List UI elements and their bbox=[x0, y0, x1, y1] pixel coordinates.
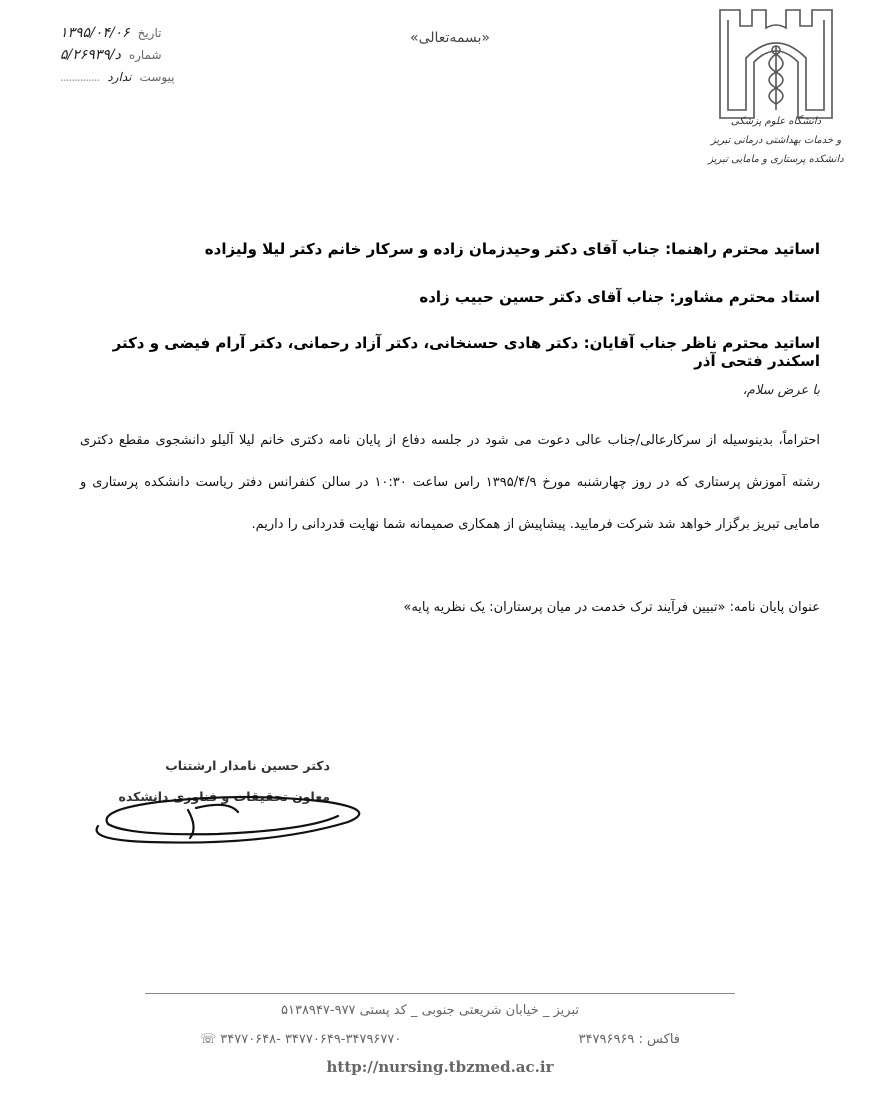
logo-caption bbox=[708, 112, 844, 169]
number-value: ۵/د/۲۶۹۳۹ bbox=[60, 47, 121, 63]
thesis-title: عنوان پایان نامه: «تبیین فرآیند ترک خدمت در میان پرستاران: یک نظریه پایه» bbox=[403, 600, 820, 615]
attachment-value: ندارد bbox=[107, 70, 132, 84]
greeting: با عرض سلام، bbox=[742, 383, 820, 398]
footer-fax: فاکس : ۳۴۷۹۶۹۶۹ bbox=[578, 1032, 680, 1047]
attachment-label: پیوست bbox=[139, 70, 175, 84]
basmala: «بسمه‌تعالی» bbox=[410, 30, 490, 46]
letter-meta bbox=[60, 22, 240, 88]
recipients-advisors: اساتید محترم راهنما: جناب آقای دکتر وحیدزمان زاده و سرکار خانم دکتر لیلا ولیزاده bbox=[204, 240, 820, 258]
signature-scribble-icon bbox=[78, 788, 378, 848]
phone-numbers: ۳۴۷۷۰۶۴۸- ۳۴۷۷۰۶۴۹-۳۴۷۹۶۷۷۰ bbox=[220, 1032, 402, 1047]
date-label: تاریخ bbox=[137, 26, 162, 40]
number-row bbox=[60, 44, 240, 66]
number-label: شماره bbox=[128, 48, 162, 62]
footer-url[interactable]: http://nursing.tbzmed.ac.ir bbox=[326, 1058, 554, 1076]
attachment-row bbox=[60, 66, 240, 88]
date-value: ۱۳۹۵/۰۴/۰۶ bbox=[60, 25, 130, 41]
phone-icon: ☏ bbox=[200, 1032, 217, 1047]
footer-address: تبریز _ خیابان شریعتی جنوبی _ کد پستی ۹۷۷-۵۱۳۸۹۴۷ bbox=[281, 1003, 579, 1018]
footer-divider bbox=[145, 993, 735, 994]
footer-phones bbox=[200, 1032, 500, 1047]
invitation-paragraph: احتراماً، بدینوسیله از سرکارعالی/جناب عالی دعوت می شود در جلسه دفاع از پایان نامه دکتری خانم لیلا آلیلو دانشجوی مقطع دکتری رشته آموزش پرستاری که در روز چهارشنبه مورخ ۱۳۹۵/۴/۹ راس ساعت ۱۰:۳۰ در سالن کنفرانس دفتر ریاست دانشکده پرستاری و مامایی تبریز برگزار خواهد شد شرکت فرمایید. پیشاپیش از همکاری صمیمانه شما نهایت قدردانی را داریم. bbox=[80, 433, 821, 532]
logo-caption-line1: دانشگاه علوم پزشکی bbox=[730, 116, 822, 127]
logo-caption-line2: و خدمات بهداشتی درمانی تبریز bbox=[710, 135, 842, 146]
logo-caption-line3: دانشکده پرستاری و مامایی تبریز bbox=[708, 154, 844, 165]
signatory-title: معاون تحقیقات و فناوری دانشکده bbox=[118, 789, 330, 804]
signatory-name: دکتر حسین نامدار ارشتناب bbox=[165, 758, 330, 773]
attachment-dots: .............. bbox=[60, 70, 100, 84]
recipients-consultant: استاد محترم مشاور: جناب آقای دکتر حسین حبیب زاده bbox=[419, 288, 820, 306]
recipients-observers: اساتید محترم ناظر جناب آقایان: دکتر هادی حسنخانی، دکتر آزاد رحمانی، دکتر آرام فیضی و دکتر اسکندر فتحی آذر bbox=[112, 334, 820, 370]
date-row bbox=[60, 22, 240, 44]
